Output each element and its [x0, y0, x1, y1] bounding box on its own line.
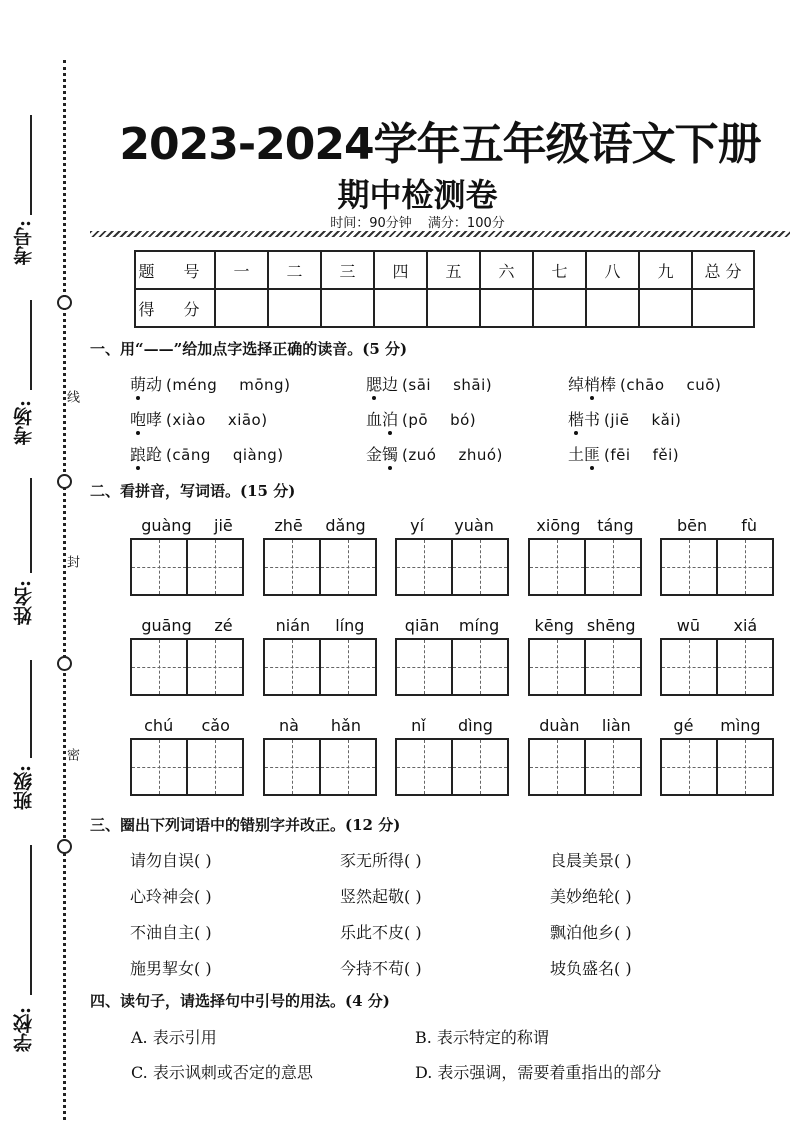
pinyin-option-b[interactable]: bó [450, 411, 470, 429]
character-box[interactable] [397, 640, 453, 694]
typo-word[interactable]: 豕无所得 [340, 851, 405, 870]
pinyin-options: (fēi fěi) [604, 446, 680, 464]
character-grid [130, 538, 244, 596]
binding-dotted-line [63, 60, 66, 1120]
pinyin-syllable: wū [676, 616, 700, 635]
pinyin-syllable: zé [214, 616, 233, 635]
cut-char: 密 [64, 748, 79, 761]
pinyin-syllable: jiē [214, 516, 233, 535]
dotted-character: 萌 [130, 375, 147, 394]
score-cell[interactable] [480, 289, 533, 327]
word-suffix: 边 [382, 375, 399, 394]
score-table-col: 三 [321, 251, 374, 289]
character-box[interactable] [586, 640, 640, 694]
pinyin-option-a[interactable]: jiē [610, 411, 630, 429]
word-prefix: 土 [568, 445, 585, 464]
pinyin-row [130, 716, 244, 738]
pinyin-option-b[interactable]: zhuó [458, 446, 497, 464]
pinyin-syllable: dìng [457, 716, 493, 735]
pinyin-option-a[interactable]: sāi [408, 376, 432, 394]
pinyin-row [263, 716, 377, 738]
correction-blank[interactable]: ( ) [404, 851, 422, 870]
pronunciation-item [130, 407, 268, 430]
character-grid [395, 538, 509, 596]
pinyin-syllable: guāng [141, 616, 192, 635]
pinyin-syllable: dǎng [325, 516, 366, 535]
pinyin-syllable: táng [597, 516, 634, 535]
pinyin-option-b[interactable]: fěi [652, 446, 673, 464]
typo-word[interactable]: 今持不苟 [340, 959, 405, 978]
pinyin-syllable: yuàn [454, 516, 494, 535]
pinyin-writing-group [130, 516, 244, 596]
dotted-character: 泊 [382, 410, 399, 429]
character-grid [130, 738, 244, 796]
pinyin-writing-group [130, 616, 244, 696]
pronunciation-item [130, 372, 290, 395]
pinyin-syllable: chú [144, 716, 174, 735]
character-grid [528, 538, 642, 596]
pinyin-syllable: bēn [677, 516, 708, 535]
correction-blank[interactable]: ( ) [614, 923, 632, 942]
pinyin-writing-group [395, 616, 509, 696]
typo-word-item [130, 884, 212, 907]
score-table-row-label: 得 分 [135, 289, 215, 327]
class-field[interactable]: 班级: [8, 660, 48, 835]
correction-blank[interactable]: ( ) [194, 959, 212, 978]
pinyin-syllable: duàn [539, 716, 580, 735]
pronunciation-item [568, 442, 679, 465]
pinyin-row [263, 616, 377, 638]
correction-blank[interactable]: ( ) [194, 887, 212, 906]
character-box[interactable] [132, 740, 188, 794]
score-table-col: 四 [374, 251, 427, 289]
score-table-col: 七 [533, 251, 586, 289]
score-cell[interactable] [321, 289, 374, 327]
section-3-heading: 三、圈出下列词语中的错别字并改正。(12 分) [90, 816, 401, 834]
pinyin-option-b[interactable]: shāi [453, 376, 486, 394]
typo-word[interactable]: 心玲神会 [130, 887, 195, 906]
typo-word-item [550, 956, 632, 979]
dotted-character: 咆 [130, 410, 147, 429]
option-c: C. 表示讽刺或否定的意思 [131, 1063, 313, 1082]
pinyin-option-a[interactable]: fēi [610, 446, 631, 464]
character-box[interactable] [530, 640, 586, 694]
pinyin-row [528, 716, 642, 738]
score-table-col: 五 [427, 251, 480, 289]
correction-blank[interactable]: ( ) [404, 959, 422, 978]
pinyin-writing-group [660, 616, 774, 696]
pinyin-row [660, 516, 774, 538]
pinyin-syllable: guàng [141, 516, 192, 535]
character-grid [263, 638, 377, 696]
exam-meta [90, 212, 745, 231]
exam-number-field[interactable]: 考号: [8, 115, 48, 285]
pronunciation-item [130, 442, 284, 465]
pinyin-options: (jiē kǎi) [604, 411, 682, 429]
pinyin-writing-group [263, 616, 377, 696]
pinyin-options: (pō bó) [402, 411, 477, 429]
pronunciation-item [366, 372, 492, 395]
pinyin-writing-group [660, 716, 774, 796]
dotted-character: 踉 [130, 445, 147, 464]
pinyin-options: (cāng qiàng) [166, 446, 284, 464]
character-grid [528, 638, 642, 696]
character-box[interactable] [188, 740, 242, 794]
pinyin-syllable: mìng [720, 716, 761, 735]
pinyin-writing-group [395, 716, 509, 796]
character-box[interactable] [530, 740, 586, 794]
character-box[interactable] [265, 540, 321, 594]
character-box[interactable] [321, 540, 375, 594]
character-box[interactable] [188, 640, 242, 694]
score-table [134, 250, 755, 328]
pinyin-syllable: zhē [274, 516, 303, 535]
pinyin-row [660, 616, 774, 638]
correction-blank[interactable]: ( ) [614, 851, 632, 870]
pinyin-syllable: liàn [601, 716, 631, 735]
option-d: D. 表示强调，需要着重指出的部分 [415, 1063, 662, 1082]
pinyin-options: (chāo cuō) [620, 376, 722, 394]
section-1-heading: 一、用“——”给加点字选择正确的读音。(5 分) [90, 340, 408, 358]
pinyin-row [395, 716, 509, 738]
typo-word-item [130, 956, 212, 979]
title-divider [90, 231, 790, 237]
pinyin-option-b[interactable]: mōng [239, 376, 285, 394]
pinyin-syllable: fù [741, 516, 757, 535]
character-box[interactable] [530, 540, 586, 594]
pinyin-option-b[interactable]: kǎi [651, 411, 676, 429]
pinyin-syllable: shēng [586, 616, 636, 635]
pinyin-writing-group [660, 516, 774, 596]
cut-char: 封 [64, 555, 79, 568]
binding-hole [57, 839, 72, 854]
section-4-heading: 四、读句子，请选择句中引号的用法。(4 分) [90, 992, 390, 1010]
pronunciation-item [366, 442, 503, 465]
character-grid [660, 538, 774, 596]
score-table-row-label: 题 号 [135, 251, 215, 289]
correction-blank[interactable]: ( ) [194, 923, 212, 942]
pinyin-writing-group [263, 516, 377, 596]
character-box[interactable] [662, 740, 718, 794]
pinyin-option-a[interactable]: chāo [626, 376, 665, 394]
cut-char: 线 [64, 390, 79, 403]
character-box[interactable] [321, 740, 375, 794]
pinyin-options: (zuó zhuó) [402, 446, 503, 464]
character-box[interactable] [662, 540, 718, 594]
option-b: B. 表示特定的称谓 [415, 1028, 549, 1047]
word-prefix: 金 [366, 445, 383, 464]
pinyin-option-b[interactable]: cuō [686, 376, 715, 394]
exam-full-score: 满分：100分 [427, 216, 505, 231]
word-suffix: 跄 [146, 445, 163, 464]
pinyin-option-a[interactable]: zuó [408, 446, 437, 464]
character-box[interactable] [453, 640, 507, 694]
typo-word[interactable]: 乐此不皮 [340, 923, 405, 942]
exam-time: 时间：90分钟 [330, 216, 412, 231]
correction-blank[interactable]: ( ) [194, 851, 212, 870]
score-table-col: 九 [639, 251, 692, 289]
binding-hole [57, 295, 72, 310]
pinyin-writing-group [528, 516, 642, 596]
typo-word-item [130, 848, 212, 871]
word-suffix: 棒 [600, 375, 617, 394]
pinyin-syllable: nǐ [411, 716, 426, 735]
pinyin-writing-group [263, 716, 377, 796]
correction-blank[interactable]: ( ) [404, 887, 422, 906]
pinyin-option-a[interactable]: méng [172, 376, 218, 394]
character-box[interactable] [188, 540, 242, 594]
typo-word[interactable]: 飘泊他乡 [550, 923, 615, 942]
pronunciation-item [568, 407, 681, 430]
score-cell[interactable] [268, 289, 321, 327]
pinyin-row [263, 516, 377, 538]
pronunciation-item [366, 407, 476, 430]
dotted-character: 镯 [382, 445, 399, 464]
pronunciation-item [568, 372, 721, 395]
pinyin-syllable: míng [458, 616, 500, 635]
typo-word[interactable]: 请勿自误 [130, 851, 195, 870]
pinyin-syllable: líng [335, 616, 365, 635]
typo-word-item [130, 920, 212, 943]
pinyin-row [528, 616, 642, 638]
pinyin-writing-group [528, 716, 642, 796]
word-prefix: 血 [366, 410, 383, 429]
pinyin-row [130, 616, 244, 638]
dotted-character: 匪 [584, 445, 601, 464]
correction-blank[interactable]: ( ) [404, 923, 422, 942]
score-table-col: 一 [215, 251, 268, 289]
section-2-heading: 二、看拼音，写词语。(15 分) [90, 482, 296, 500]
character-box[interactable] [453, 740, 507, 794]
pinyin-options: (xiào xiāo) [166, 411, 268, 429]
character-grid [395, 638, 509, 696]
pinyin-writing-group [528, 616, 642, 696]
pinyin-option-b[interactable]: qiàng [232, 446, 278, 464]
pinyin-writing-group [130, 716, 244, 796]
pinyin-writing-group [395, 516, 509, 596]
character-box[interactable] [132, 640, 188, 694]
pinyin-options: (méng mōng) [166, 376, 291, 394]
character-box[interactable] [718, 640, 772, 694]
binding-hole [57, 656, 72, 671]
pinyin-row [528, 516, 642, 538]
page-title: 2023-2024学年五年级语文下册 [119, 119, 761, 170]
character-box[interactable] [453, 540, 507, 594]
pinyin-option-a[interactable]: xiào [172, 411, 206, 429]
score-table-col: 总 分 [692, 251, 754, 289]
score-table-col: 八 [586, 251, 639, 289]
pinyin-syllable: kēng [534, 616, 574, 635]
character-box[interactable] [718, 740, 772, 794]
character-grid [263, 738, 377, 796]
typo-word[interactable]: 坡负盛名 [550, 959, 615, 978]
pinyin-option-a[interactable]: pō [408, 411, 429, 429]
score-table-header-row [135, 251, 754, 289]
option-a: A. 表示引用 [131, 1028, 217, 1047]
character-box[interactable] [321, 640, 375, 694]
typo-word-item [550, 884, 632, 907]
typo-word-item [550, 848, 632, 871]
pinyin-row [130, 516, 244, 538]
score-cell[interactable] [215, 289, 268, 327]
typo-word-item [340, 956, 422, 979]
score-table-col: 六 [480, 251, 533, 289]
character-box[interactable] [397, 740, 453, 794]
character-box[interactable] [265, 740, 321, 794]
score-cell[interactable] [639, 289, 692, 327]
pinyin-syllable: gé [673, 716, 694, 735]
page-subtitle: 期中检测卷 [337, 176, 498, 214]
character-grid [395, 738, 509, 796]
exam-room-field[interactable]: 考场: [8, 300, 48, 470]
character-box[interactable] [586, 540, 640, 594]
score-cell[interactable] [427, 289, 480, 327]
character-grid [263, 538, 377, 596]
binding-strip [0, 0, 80, 1123]
word-prefix: 绰 [568, 375, 585, 394]
character-grid [660, 638, 774, 696]
typo-word[interactable]: 美妙绝轮 [550, 887, 615, 906]
score-cell[interactable] [692, 289, 754, 327]
character-box[interactable] [586, 740, 640, 794]
score-table-score-row [135, 289, 754, 327]
typo-word[interactable]: 不油自主 [130, 923, 195, 942]
character-box[interactable] [265, 640, 321, 694]
pinyin-syllable: xiá [733, 616, 758, 635]
word-suffix: 哮 [146, 410, 163, 429]
dotted-character: 楷 [568, 410, 585, 429]
pinyin-row [395, 516, 509, 538]
pinyin-syllable: hǎn [330, 716, 361, 735]
pinyin-option-a[interactable]: cāng [172, 446, 211, 464]
character-box[interactable] [397, 540, 453, 594]
word-suffix: 书 [584, 410, 601, 429]
character-box[interactable] [718, 540, 772, 594]
word-suffix: 动 [146, 375, 163, 394]
typo-word-item [550, 920, 632, 943]
pinyin-syllable: nà [278, 716, 299, 735]
pinyin-syllable: xiōng [536, 516, 581, 535]
score-cell[interactable] [533, 289, 586, 327]
character-box[interactable] [132, 540, 188, 594]
typo-word-item [340, 884, 422, 907]
correction-blank[interactable]: ( ) [614, 887, 632, 906]
school-field[interactable]: 学校: [8, 845, 48, 1115]
character-grid [528, 738, 642, 796]
pinyin-syllable: qiān [404, 616, 440, 635]
typo-word-item [340, 848, 422, 871]
binding-hole [57, 474, 72, 489]
pinyin-syllable: yí [410, 516, 425, 535]
pinyin-options: (sāi shāi) [402, 376, 493, 394]
pinyin-row [660, 716, 774, 738]
pinyin-syllable: cǎo [201, 716, 230, 735]
typo-word[interactable]: 施男挈女 [130, 959, 195, 978]
pinyin-row [395, 616, 509, 638]
typo-word-item [340, 920, 422, 943]
score-cell[interactable] [586, 289, 639, 327]
typo-word[interactable]: 良晨美景 [550, 851, 615, 870]
typo-word[interactable]: 竖然起敬 [340, 887, 405, 906]
score-table-col: 二 [268, 251, 321, 289]
score-cell[interactable] [374, 289, 427, 327]
character-box[interactable] [662, 640, 718, 694]
pinyin-option-b[interactable]: xiāo [227, 411, 262, 429]
pinyin-syllable: nián [275, 616, 311, 635]
character-grid [660, 738, 774, 796]
name-field[interactable]: 姓名: [8, 478, 48, 648]
dotted-character: 梢 [584, 375, 601, 394]
correction-blank[interactable]: ( ) [614, 959, 632, 978]
character-grid [130, 638, 244, 696]
dotted-character: 腮 [366, 375, 383, 394]
